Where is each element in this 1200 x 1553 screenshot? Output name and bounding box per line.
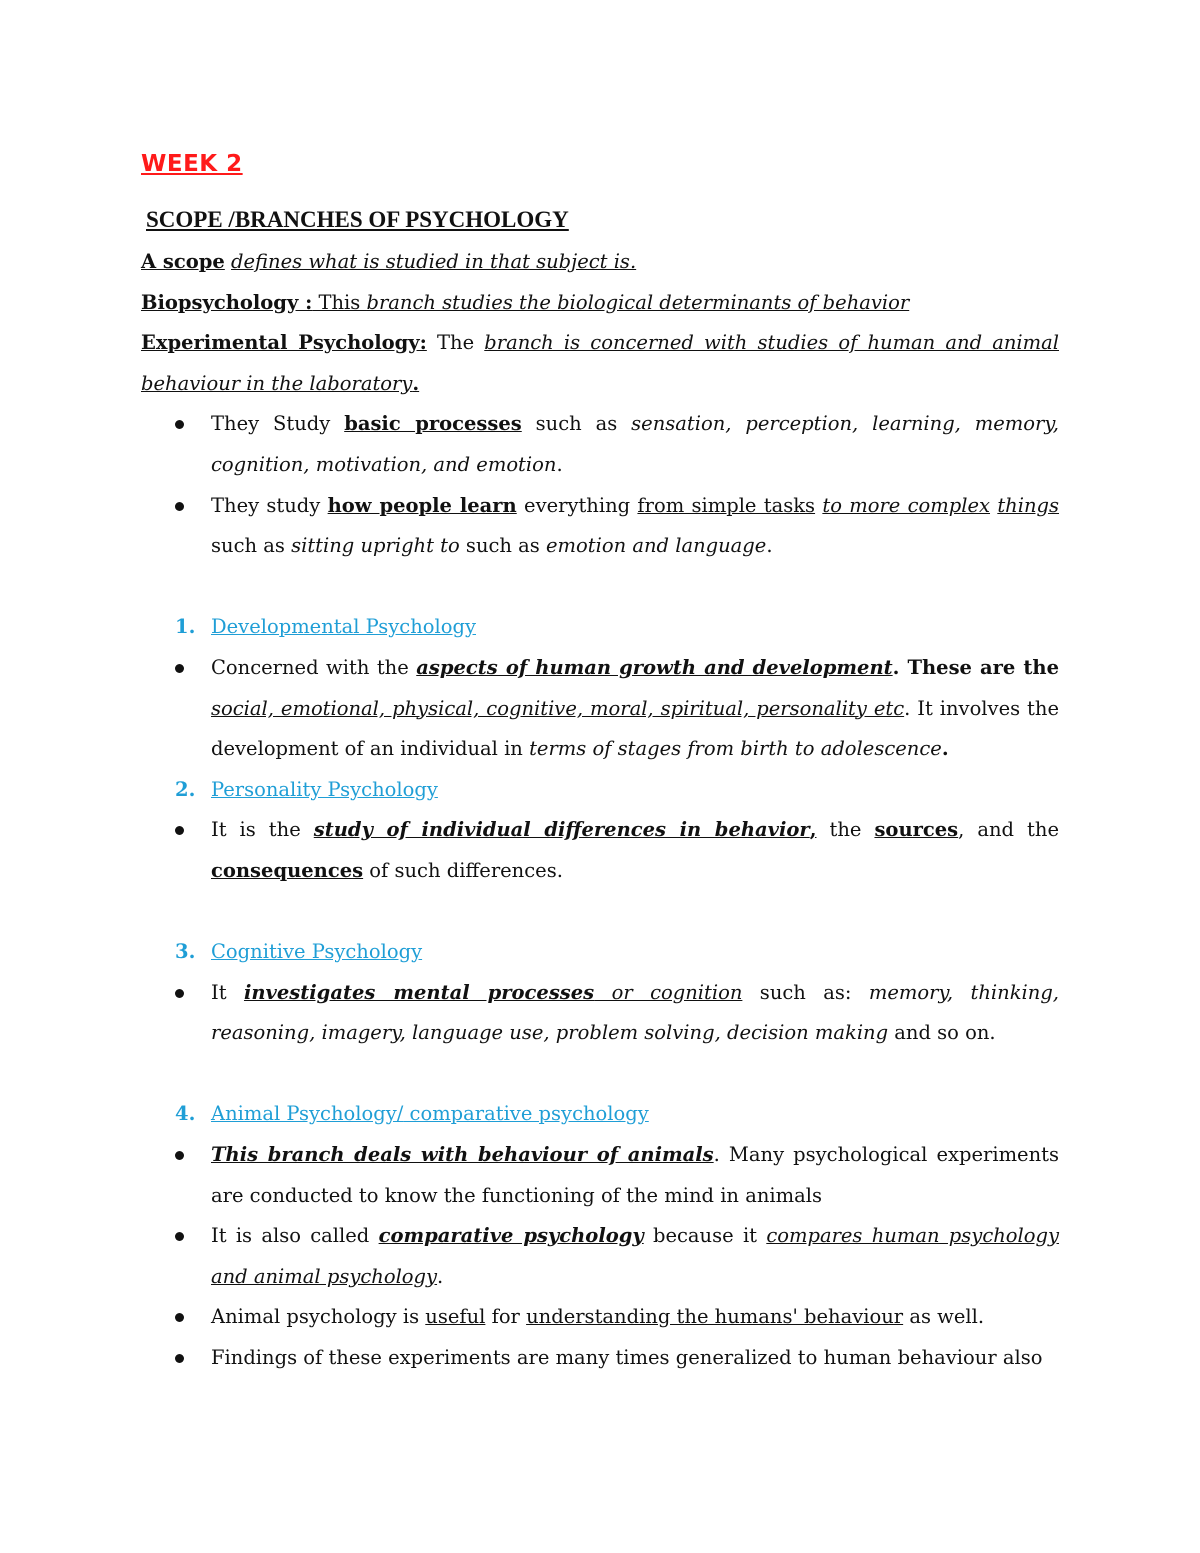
week-label: WEEK 2 <box>141 151 243 177</box>
section-heading: 1. Developmental Psychology <box>175 615 476 639</box>
document-content <box>141 144 1059 1379</box>
heading-animal: Animal Psychology/ <box>211 1102 404 1126</box>
list-item: It is the study of individual differences in behavior, the sources, and the consequences of such differences. <box>141 810 1059 891</box>
list-item: They Study basic processes such as sensation, perception, learning, memory, cognition, motivation, and emotion. <box>141 404 1059 485</box>
list-item: Findings of these experiments are many times generalized to human behaviour also <box>141 1338 1059 1379</box>
section-personality <box>141 770 1059 811</box>
list-item: This branch deals with behaviour of animals. Many psychological experiments are conducted to know the functioning of the mind in animals <box>141 1135 1059 1216</box>
heading-personality: Personality Psychology <box>211 777 438 801</box>
scope-paragraph <box>141 242 1059 283</box>
section-animal <box>141 1094 1059 1135</box>
list-item: They study how people learn everything from simple tasks to more complex things such as sitting upright to such as emotion and language. <box>141 486 1059 567</box>
section-developmental <box>141 607 1059 648</box>
heading-developmental: Developmental Psychology <box>211 615 476 639</box>
experimental-term: Experimental Psychology: <box>141 331 427 355</box>
biopsychology-paragraph: Biopsychology : This branch studies the biological determinants of behavior <box>141 290 910 314</box>
heading-cognitive: Cognitive Psychology <box>211 940 423 964</box>
section-heading: 4. Animal Psychology/ comparative psychology <box>175 1102 649 1126</box>
experimental-bullets <box>141 404 1059 566</box>
biopsychology-definition: branch studies the biological determinants of behavior <box>366 290 910 314</box>
list-item: It is also called comparative psychology because it compares human psychology and animal psychology. <box>141 1216 1059 1297</box>
list-item: Animal psychology is useful for understanding the humans' behaviour as well. <box>141 1297 1059 1338</box>
section-heading: 3. Cognitive Psychology <box>175 940 423 964</box>
section-heading: 2. Personality Psychology <box>175 777 438 801</box>
list-item: It investigates mental processes or cognition such as: memory, thinking, reasoning, imagery, language use, problem solving, decision making and so on. <box>141 973 1059 1054</box>
section-cognitive <box>141 932 1059 973</box>
scope-definition: defines what is studied in that subject is. <box>231 250 637 273</box>
page-title: SCOPE /BRANCHES OF PSYCHOLOGY <box>146 207 569 232</box>
experimental-definition: branch is concerned with studies of human and animal behaviour in the laboratory <box>141 331 1059 395</box>
list-item: Concerned with the aspects of human growth and development. These are the social, emotional, physical, cognitive, moral, spiritual, personality etc. It involves the development of an individual in terms of stages from birth to adolescence. <box>141 648 1059 770</box>
biopsychology-term: Biopsychology : <box>141 290 313 314</box>
experimental-paragraph: Experimental Psychology: The branch is concerned with studies of human and animal behaviour in the laboratory. <box>141 331 1059 395</box>
heading-comparative: comparative psychology <box>403 1102 649 1126</box>
scope-term: A scope <box>141 250 225 273</box>
